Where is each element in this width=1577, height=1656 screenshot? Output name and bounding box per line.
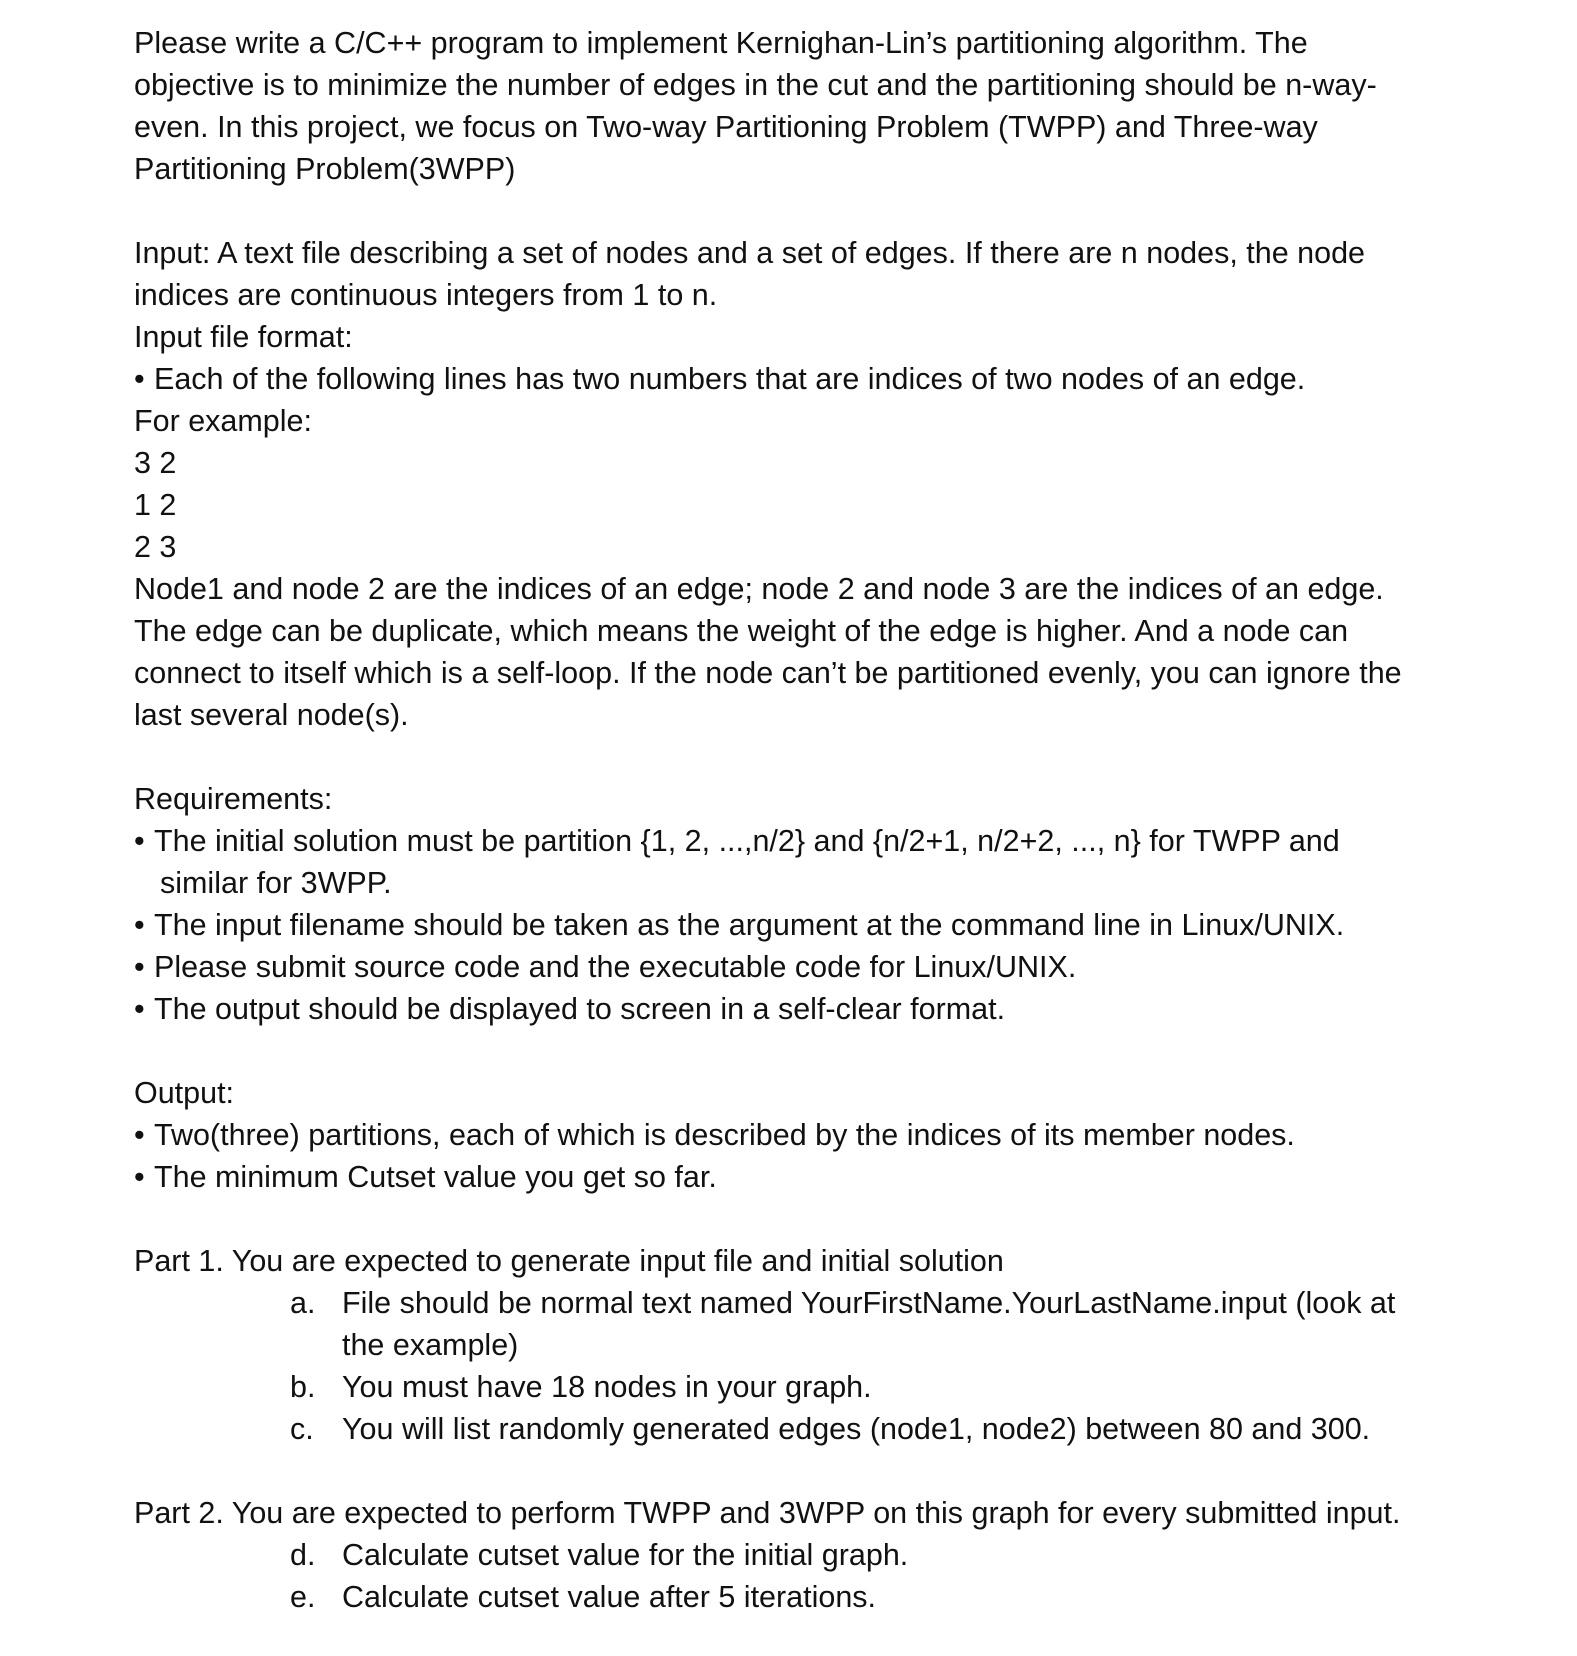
intro-paragraph — [134, 22, 1534, 190]
part2-item — [134, 1534, 1534, 1576]
bullet-icon: • — [134, 362, 145, 396]
part1-item — [134, 1408, 1534, 1450]
requirement-item — [134, 946, 1534, 988]
part1-item-text: You must have 18 nodes in your graph. — [342, 1370, 872, 1404]
requirement-text: The initial solution must be partition {1, 2, ...,n/2} and {n/2+1, n/2+2, ..., n} for TWPP and — [154, 824, 1340, 858]
input-format-label: Input file format: — [134, 320, 353, 354]
bullet-icon: • — [134, 1160, 145, 1194]
part1-item — [134, 1366, 1534, 1408]
requirement-item — [134, 820, 1534, 862]
requirement-text-continued: similar for 3WPP. — [160, 866, 392, 900]
bullet-text: Each of the following lines has two numbers that are indices of two nodes of an edge. — [154, 362, 1306, 396]
part2-item-text: Calculate cutset value for the initial graph. — [342, 1538, 909, 1572]
input-format-bullet — [134, 358, 1534, 400]
list-marker: d. — [290, 1538, 316, 1572]
input-desc-line: indices are continuous integers from 1 to n. — [134, 278, 718, 312]
example-line: 2 3 — [134, 530, 177, 564]
bullet-icon: • — [134, 824, 145, 858]
output-item — [134, 1114, 1534, 1156]
output-section — [134, 1072, 1534, 1198]
notes-line: Node1 and node 2 are the indices of an edge; node 2 and node 3 are the indices of an edge. — [134, 572, 1384, 606]
output-item — [134, 1156, 1534, 1198]
part1-item-text-continued: the example) — [342, 1328, 519, 1362]
requirement-item — [134, 988, 1534, 1030]
intro-line: Partitioning Problem(3WPP) — [134, 152, 516, 186]
input-section — [134, 232, 1534, 736]
list-marker: b. — [290, 1370, 316, 1404]
bullet-icon: • — [134, 908, 145, 942]
notes-line: The edge can be duplicate, which means the weight of the edge is higher. And a node can — [134, 614, 1349, 648]
part1-item — [134, 1282, 1534, 1324]
intro-line: even. In this project, we focus on Two-way Partitioning Problem (TWPP) and Three-way — [134, 110, 1318, 144]
output-text: The minimum Cutset value you get so far. — [154, 1160, 717, 1194]
part2-item — [134, 1576, 1534, 1618]
requirements-heading: Requirements: — [134, 782, 333, 816]
intro-line: objective is to minimize the number of edges in the cut and the partitioning should be n-way- — [134, 68, 1377, 102]
requirements-section — [134, 778, 1534, 1030]
list-marker: a. — [290, 1286, 316, 1320]
notes-line: last several node(s). — [134, 698, 409, 732]
bullet-icon: • — [134, 950, 145, 984]
part1-heading: Part 1. You are expected to generate input file and initial solution — [134, 1244, 1004, 1278]
part2-item-text: Calculate cutset value after 5 iterations. — [342, 1580, 877, 1614]
requirement-text: Please submit source code and the executable code for Linux/UNIX. — [154, 950, 1077, 984]
part1-item-text: You will list randomly generated edges (node1, node2) between 80 and 300. — [342, 1412, 1371, 1446]
example-line: 1 2 — [134, 488, 177, 522]
part1-section — [134, 1240, 1534, 1450]
part2-heading: Part 2. You are expected to perform TWPP and 3WPP on this graph for every submitted input. — [134, 1496, 1401, 1530]
part2-section — [134, 1492, 1534, 1618]
output-text: Two(three) partitions, each of which is described by the indices of its member nodes. — [154, 1118, 1295, 1152]
requirement-text: The input filename should be taken as the argument at the command line in Linux/UNIX. — [154, 908, 1345, 942]
part1-item-text: File should be normal text named YourFirstName.YourLastName.input (look at — [342, 1286, 1396, 1320]
example-line: 3 2 — [134, 446, 177, 480]
intro-line: Please write a C/C++ program to implement Kernighan-Lin’s partitioning algorithm. The — [134, 26, 1308, 60]
input-desc-line: Input: A text file describing a set of nodes and a set of edges. If there are n nodes, the node — [134, 236, 1366, 270]
example-label: For example: — [134, 404, 312, 438]
notes-line: connect to itself which is a self-loop. If the node can’t be partitioned evenly, you can ignore the — [134, 656, 1402, 690]
bullet-icon: • — [134, 1118, 145, 1152]
requirement-text: The output should be displayed to screen in a self-clear format. — [154, 992, 1006, 1026]
list-marker: e. — [290, 1580, 316, 1614]
bullet-icon: • — [134, 992, 145, 1026]
document-page — [134, 22, 1534, 1618]
list-marker: c. — [290, 1412, 314, 1446]
requirement-item — [134, 904, 1534, 946]
output-heading: Output: — [134, 1076, 235, 1110]
